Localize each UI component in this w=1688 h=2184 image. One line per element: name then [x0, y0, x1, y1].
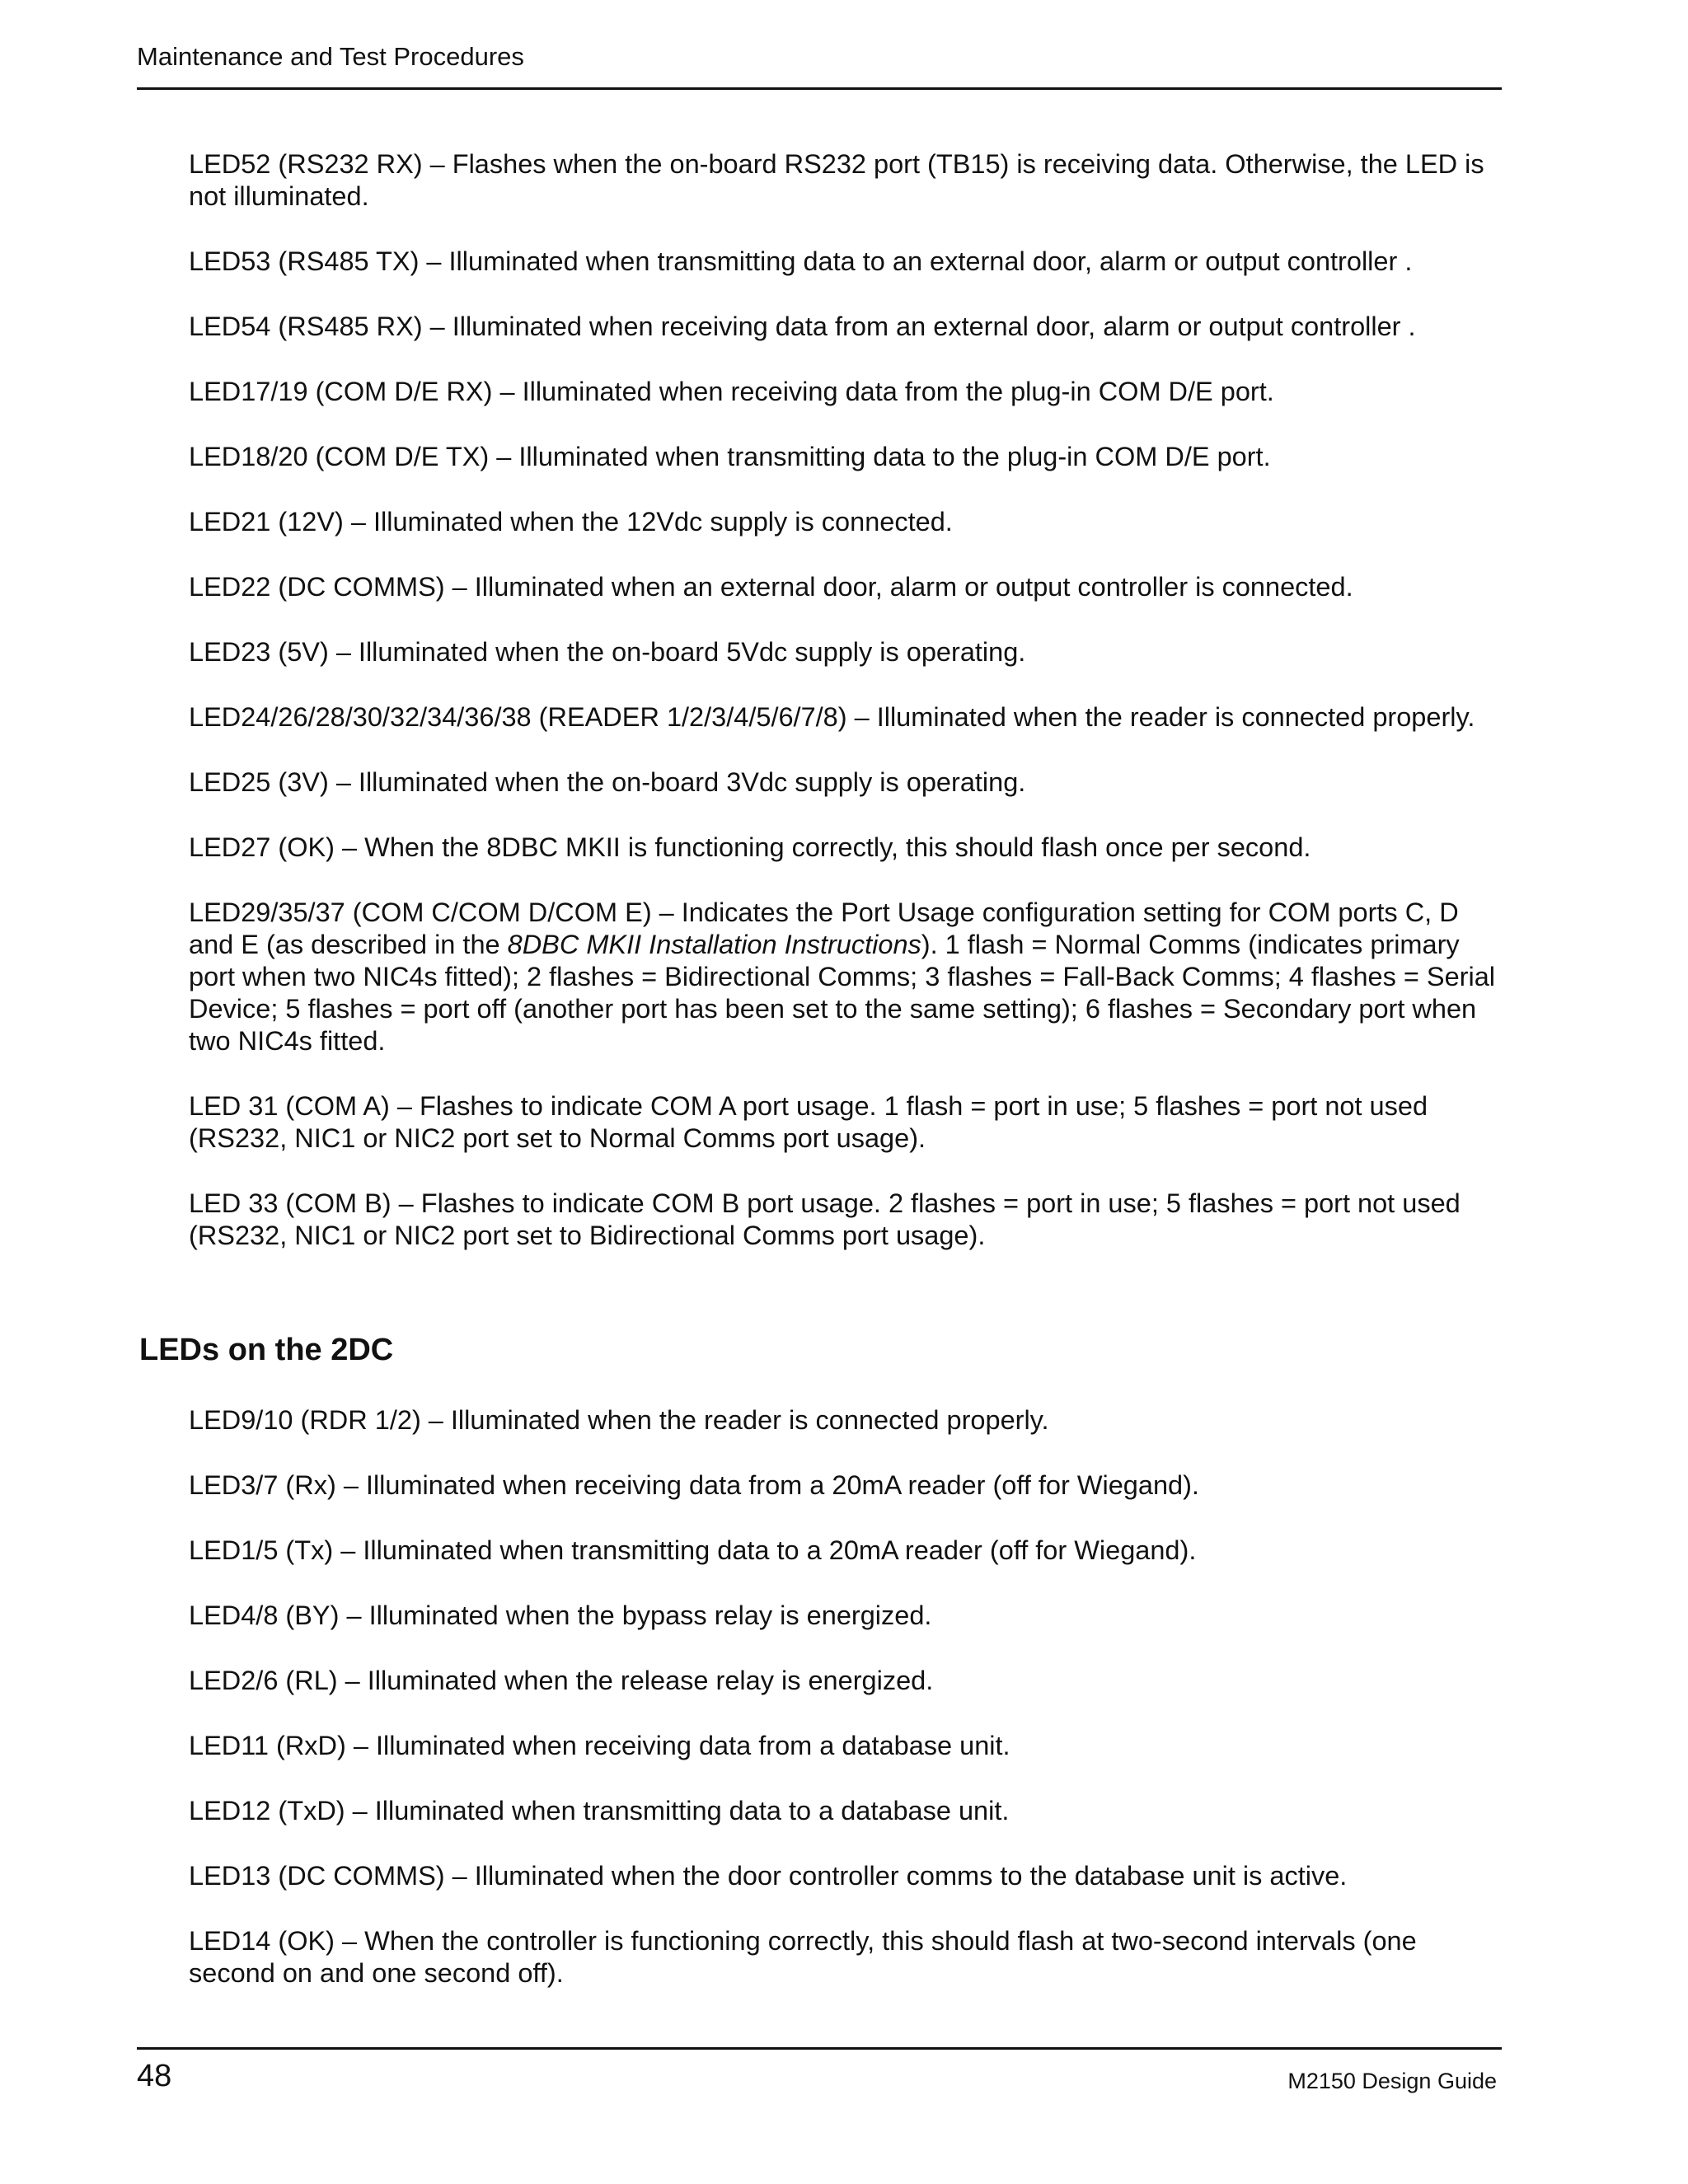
section-heading-2dc: LEDs on the 2DC [139, 1333, 394, 1367]
section-2dc-leds [189, 1404, 1507, 2022]
led29-text-start: LED29/35/37 (COM C/COM D/COM E) – Indicates the Port Usage configuration setting for COM ports C, D and E (as described in the [189, 898, 1459, 959]
led-description: LED24/26/28/30/32/34/36/38 (READER 1/2/3/4/5/6/7/8) – Illuminated when the reader is connected properly. [189, 702, 1475, 732]
led-description: LED23 (5V) – Illuminated when the on-board 5Vdc supply is operating. [189, 637, 1026, 667]
led-description: LED11 (RxD) – Illuminated when receiving data from a database unit. [189, 1731, 1010, 1760]
led-description: LED9/10 (RDR 1/2) – Illuminated when the reader is connected properly. [189, 1405, 1049, 1435]
page-number: 48 [137, 2059, 172, 2093]
led-description: LED52 (RS232 RX) – Flashes when the on-board RS232 port (TB15) is receiving data. Otherwise, the LED is not illuminated. [189, 149, 1484, 211]
led-description: LED27 (OK) – When the 8DBC MKII is functioning correctly, this should flash once per second. [189, 832, 1311, 862]
document-title: M2150 Design Guide [1287, 2069, 1497, 2093]
led-description: LED53 (RS485 TX) – Illuminated when transmitting data to an external door, alarm or output controller . [189, 246, 1413, 276]
led31-description: LED 31 (COM A) – Flashes to indicate COM A port usage. 1 flash = port in use; 5 flashes = port not used (RS232, NIC1 or NIC2 port set to Normal Comms port usage). [189, 1091, 1428, 1153]
led-description: LED22 (DC COMMS) – Illuminated when an external door, alarm or output controller is connected. [189, 572, 1353, 602]
section-8dbc-leds [189, 148, 1507, 1285]
led-description: LED2/6 (RL) – Illuminated when the release relay is energized. [189, 1666, 934, 1695]
page-footer [137, 2047, 1502, 2099]
led29-description [189, 897, 1507, 1057]
led-description: LED14 (OK) – When the controller is functioning correctly, this should flash at two-second intervals (one second on and one second off). [189, 1926, 1417, 1988]
led-description: LED13 (DC COMMS) – Illuminated when the door controller comms to the database unit is active. [189, 1861, 1348, 1891]
page-header [137, 41, 1502, 90]
led33-description: LED 33 (COM B) – Flashes to indicate COM B port usage. 2 flashes = port in use; 5 flashes = port not used (RS232, NIC1 or NIC2 port set to Bidirectional Comms port usage). [189, 1188, 1461, 1250]
led-description: LED4/8 (BY) – Illuminated when the bypass relay is energized. [189, 1601, 932, 1630]
installation-instructions-reference: 8DBC MKII Installation Instructions [507, 930, 921, 959]
led-description: LED12 (TxD) – Illuminated when transmitting data to a database unit. [189, 1796, 1010, 1825]
running-title: Maintenance and Test Procedures [137, 42, 524, 71]
led-description: LED18/20 (COM D/E TX) – Illuminated when transmitting data to the plug-in COM D/E port. [189, 442, 1271, 471]
led-description: LED3/7 (Rx) – Illuminated when receiving data from a 20mA reader (off for Wiegand). [189, 1470, 1199, 1500]
led-description: LED25 (3V) – Illuminated when the on-board 3Vdc supply is operating. [189, 767, 1026, 797]
led-description: LED54 (RS485 RX) – Illuminated when receiving data from an external door, alarm or output controller . [189, 312, 1416, 341]
led-description: LED21 (12V) – Illuminated when the 12Vdc supply is connected. [189, 507, 953, 537]
led-description: LED17/19 (COM D/E RX) – Illuminated when receiving data from the plug-in COM D/E port. [189, 377, 1274, 406]
led-description: LED1/5 (Tx) – Illuminated when transmitting data to a 20mA reader (off for Wiegand). [189, 1535, 1197, 1565]
led29-text-end: ). 1 flash = Normal Comms (indicates primary port when two NIC4s fitted); 2 flashes = Bidirectional Comms; 3 flashes = Fall-Back Comms; 4 flashes = Serial Device; 5 flashes = port off (another port has been set to the same setting); 6 flashes = Secondary port when two NIC4s fitted. [189, 930, 1496, 1056]
